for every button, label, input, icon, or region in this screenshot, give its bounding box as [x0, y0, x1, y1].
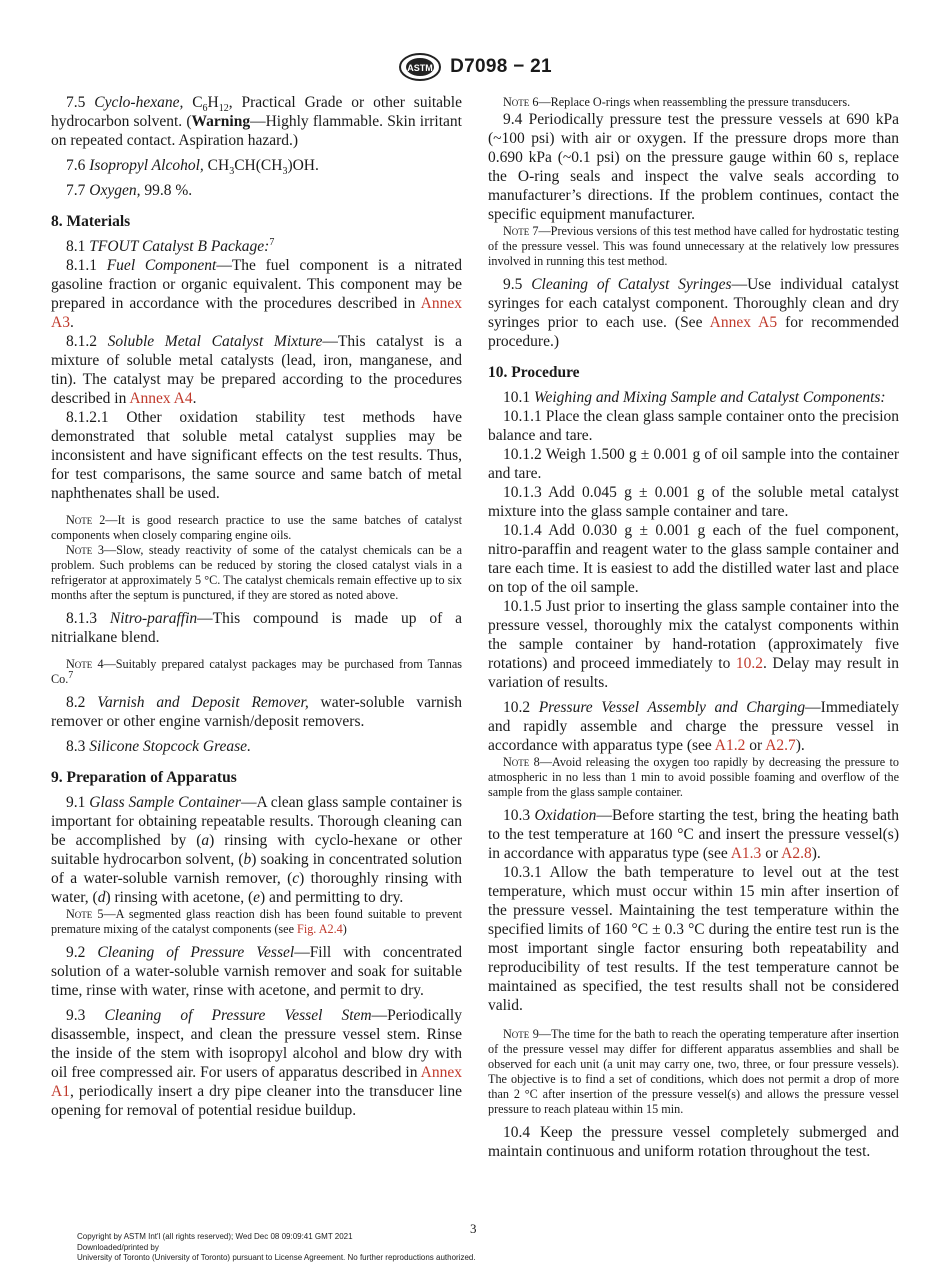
a2-7-link[interactable]: A2.7 [765, 737, 796, 754]
page-header [0, 52, 950, 82]
heading-preparation-of-apparatus: 9. Preparation of Apparatus [51, 769, 237, 786]
section-10-1-4: 10.1.4 Add 0.030 g ± 0.001 g each of the fuel component, nitro-paraffin and reagent water to the glass sample container and tare each time. It is easiest to add the distilled water last and place on top of the oil sample. [488, 522, 899, 596]
section-7-5: 7.5 Cyclo-hexane, $C_6H_{12}$, Practical Grade or other suitable hydrocarbon solvent. (Warning—Highly flammable. Skin irritant on repeated contact. Aspiration hazard.) [51, 94, 462, 149]
page-number: 3 [470, 1221, 477, 1236]
note-3: Note 3—Slow, steady reactivity of some of the catalyst chemicals can be a problem. Such problems can be reduced by storing the closed catalyst vials in a refrigerator at approximately 5 °C. The catalyst chemicals remain effective up to six months after the septum is punctured, if they are stored as noted above. [51, 543, 462, 602]
section-9-3: 9.3 Cleaning of Pressure Vessel Stem—Periodically disassemble, inspect, and clean the pressure vessel stem. Rinse the inside of the stem with isopropyl alcohol and blow dry with oil free compressed air. For users of apparatus described in Annex A1, periodically insert a dry pipe cleaner into the transducer line opening for removal of potential residue buildup. [51, 1007, 462, 1119]
section-10-1-3: 10.1.3 Add 0.045 g ± 0.001 g of the soluble metal catalyst mixture into the glass sample container and tare. [488, 484, 899, 520]
section-7-6: 7.6 Isopropyl Alcohol, $CH_3CH(CH_3)OH$. [66, 157, 319, 178]
section-8-1-2-1: 8.1.2.1 Other oxidation stability test methods have demonstrated that soluble metal catalyst supplies may be inconsistent and have significant effects on the test results. Thus, for test comparisons, the same source and same batch of metal naphthenates shall be used. [51, 409, 462, 502]
note-6: Note 6—Replace O-rings when reassembling the pressure transducers. [503, 95, 851, 109]
a1-3-link[interactable]: A1.3 [730, 845, 762, 862]
svg-text:ASTM: ASTM [407, 63, 433, 73]
annex-a1-link[interactable]: Annex A1 [51, 1064, 462, 1100]
section-8-1: 8.1 TFOUT Catalyst B Package:$^7$ [66, 236, 275, 255]
note-8: Note 8—Avoid releasing the oxygen too rapidly by decreasing the pressure to atmospheric in no less than 1 min to avoid possible foaming and overflow of the sample from the glass sample container. [488, 755, 899, 799]
left-column [51, 93, 462, 1120]
section-10-1-1: 10.1.1 Place the clean glass sample container onto the precision balance and tare. [488, 408, 899, 444]
section-10-2-link[interactable]: 10.2 [735, 655, 763, 672]
section-8-1-1: 8.1.1 Fuel Component—The fuel component is a nitrated gasoline fraction or organic equivalent. This component may be prepared in accordance with the procedures described in Annex A3. [51, 257, 462, 331]
section-10-3: 10.3 Oxidation—Before starting the test, bring the heating bath to the test temperature at 160 °C and insert the pressure vessel(s) in accordance with apparatus type (see A1.3 or A2.8). [488, 807, 900, 862]
section-9-5: 9.5 Cleaning of Catalyst Syringes—Use individual catalyst syringes for each catalyst component. Thoroughly clean and dry syringes prior to each use. (See Annex A5 for recommended procedure.) [488, 276, 899, 350]
document-id: D7098 − 21 [450, 56, 552, 77]
section-7-7: 7.7 Oxygen, 99.8 %. [66, 182, 193, 199]
footer-line-downloaded: Downloaded/printed by [77, 1242, 159, 1252]
heading-procedure: 10. Procedure [488, 364, 580, 381]
astm-logo-icon [398, 52, 442, 82]
section-8-2: 8.2 Varnish and Deposit Remover, water-soluble varnish remover or other engine varnish/deposit removers. [51, 694, 462, 730]
section-8-1-3: 8.1.3 Nitro-paraffin—This compound is made up of a nitrialkane blend. [51, 610, 462, 646]
annex-a3-link[interactable]: Annex A3 [51, 295, 462, 331]
section-10-1: 10.1 Weighing and Mixing Sample and Catalyst Components: [503, 389, 886, 406]
heading-materials: 8. Materials [51, 213, 131, 230]
fig-a2-4-link[interactable]: Fig. A2.4 [297, 922, 343, 936]
footer-line-license: University of Toronto (University of Toronto) pursuant to License Agreement. No further reproductions authorized. [77, 1253, 476, 1262]
section-9-1: 9.1 Glass Sample Container—A clean glass sample container is important for obtaining repeatable results. Thorough cleaning can be accomplished by (a) rinsing with cyclo-hexane or other suitable hydrocarbon solvent, (b) soaking in concentrated solution of a water-soluble varnish remover, (c) thoroughly rinsing with water, (d) rinsing with acetone, (e) and permitting to dry. [51, 794, 462, 906]
section-10-1-2: 10.1.2 Weigh 1.500 g ± 0.001 g of oil sample into the container and tare. [488, 446, 899, 482]
note-5: Note 5—A segmented glass reaction dish has been found suitable to prevent premature mixing of the catalyst components (see Fig. A2.4) [51, 907, 462, 936]
footer-line-copyright: Copyright by ASTM Int'l (all rights reserved); Wed Dec 08 09:09:41 GMT 2021 [77, 1232, 353, 1241]
copyright-footer [77, 1232, 476, 1264]
section-10-2: 10.2 Pressure Vessel Assembly and Charging—Immediately and rapidly assemble and charge the pressure vessel in accordance with apparatus type (see A1.2 or A2.7). [488, 699, 900, 754]
section-10-1-5: 10.1.5 Just prior to inserting the glass sample container into the pressure vessel, thoroughly mix the catalyst components within the sample container by hand-rotation (approximately five rotations) and proceed immediately to 10.2. Delay may result in variation of results. [488, 598, 899, 691]
note-4: Note 4—Suitably prepared catalyst packages may be purchased from Tannas Co.$^7$ [51, 657, 462, 686]
section-10-3-1: 10.3.1 Allow the bath temperature to level out at the test temperature, which must occur within 15 min after insertion of the pressure vessel. Maintaining the test temperature within the specified limits of 160 °C ± 0.3 °C during the entire test run is the most important single factor ensuring both repeatability and reproducibility of test results. If the test temperature cannot be maintained as specified, the test results shall not be considered valid. [488, 864, 899, 1014]
section-10-4: 10.4 Keep the pressure vessel completely submerged and maintain continuous and uniform rotation throughout the test. [488, 1124, 899, 1160]
section-9-2: 9.2 Cleaning of Pressure Vessel—Fill with concentrated solution of a water-soluble varnish remover and soak for suitable time, rinse with water, rinse with acetone, and permit to dry. [51, 944, 462, 999]
note-9: Note 9—The time for the bath to reach the operating temperature after insertion of the pressure vessel may differ for different apparatus assemblies and shall be observed for each unit (a unit may carry one, two, three, or four pressure vessels). The objective is to find a set of conditions, which does not permit a drop of more than 2 °C after insertion of the pressure vessel(s) and allows the pressure vessel pressure to reach plateau within 15 min. [488, 1027, 899, 1116]
a2-8-link[interactable]: A2.8 [781, 845, 812, 862]
annex-a4-link[interactable]: Annex A4 [129, 390, 193, 407]
right-column [488, 95, 899, 1161]
annex-a5-link[interactable]: Annex A5 [709, 314, 778, 331]
section-8-3: 8.3 Silicone Stopcock Grease. [66, 738, 251, 755]
note-7: Note 7—Previous versions of this test method have called for hydrostatic testing of the pressure vessel. This was found unnecessary at the relatively low pressures involved in running this test method. [488, 224, 899, 268]
section-9-4: 9.4 Periodically pressure test the pressure vessels at 690 kPa (~100 psi) with air or oxygen. If the pressure drops more than 0.690 kPa (~0.1 psi) on the pressure gauge within 60 s, replace the O-ring seals and inspect the valve seals according to manufacturer’s directions. If the problem continues, contact the specific equipment manufacturer. [488, 111, 899, 223]
note-2: Note 2—It is good research practice to use the same batches of catalyst components when closely comparing engine oils. [51, 513, 462, 542]
section-8-1-2: 8.1.2 Soluble Metal Catalyst Mixture—This catalyst is a mixture of soluble metal catalysts (lead, iron, manganese, and tin). The catalyst may be prepared according to the procedures described in Annex A4. [51, 333, 462, 407]
a1-2-link[interactable]: A1.2 [714, 737, 746, 754]
